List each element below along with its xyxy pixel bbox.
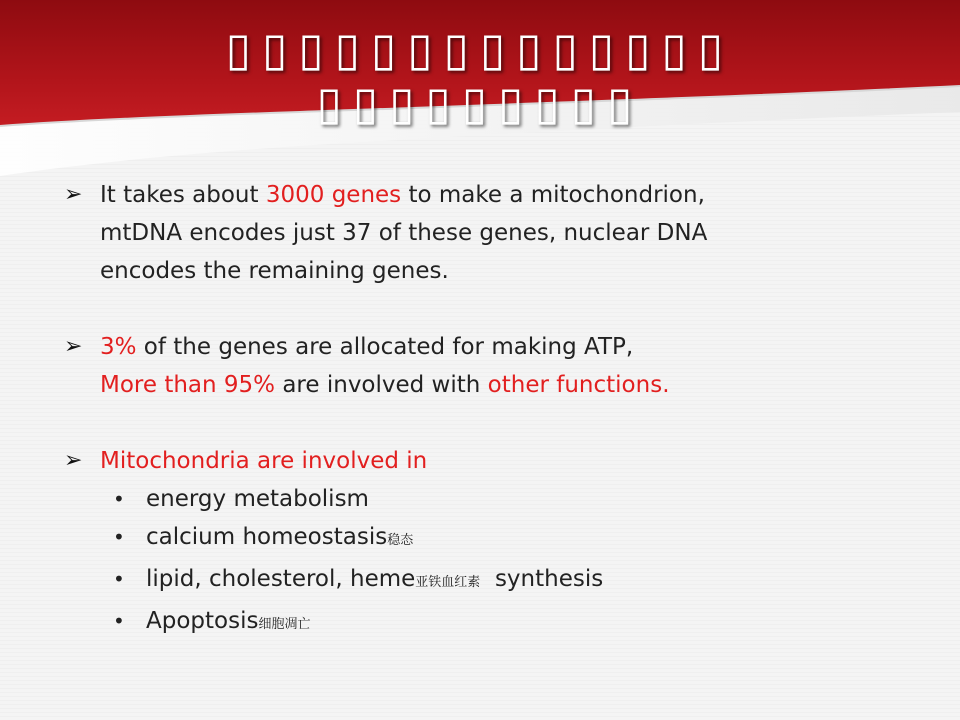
list-item	[62, 560, 922, 602]
paragraph-genes-line-3: encodes the remaining genes.	[100, 258, 449, 284]
list-item-chinese-note: 稳态	[387, 533, 414, 548]
highlight-other-functions: other functions.	[487, 372, 670, 398]
text-segment: to make a mitochondrion,	[401, 182, 705, 208]
paragraph-atp-line-2	[100, 366, 922, 404]
arrow-bullet-icon: ➢	[64, 448, 83, 473]
spacer	[62, 404, 922, 442]
list-item-text: energy metabolism	[146, 486, 369, 512]
text-segment: of the genes are allocated for making ATP,	[136, 334, 634, 360]
list-item	[62, 480, 922, 518]
paragraph-genes-line-2: mtDNA encodes just 37 of these genes, nuclear DNA	[100, 220, 708, 246]
bullet-dot-icon: •	[113, 609, 125, 633]
bullet-dot-icon: •	[113, 487, 125, 511]
list-item	[62, 602, 922, 644]
list-item-text: Apoptosis	[146, 608, 259, 634]
list-item-suffix: synthesis	[494, 566, 604, 592]
text-segment: are involved with	[275, 372, 488, 398]
list-item-chinese-note: 亚铁血红素	[415, 575, 481, 590]
paragraph-involved	[62, 442, 922, 480]
title-line-1: ▯▯▯▯▯▯▯▯▯▯▯▯▯▯	[225, 22, 735, 76]
function-list	[62, 480, 922, 644]
paragraph-involved-heading: Mitochondria are involved in	[100, 448, 428, 474]
arrow-bullet-icon: ➢	[64, 182, 83, 207]
bullet-dot-icon: •	[113, 567, 125, 591]
content-body	[62, 176, 922, 644]
paragraph-atp	[62, 328, 922, 404]
list-item-text: lipid, cholesterol, heme	[146, 566, 416, 592]
paragraph-atp-line-1	[100, 328, 922, 366]
paragraph-genes	[62, 176, 922, 290]
list-item-text: calcium homeostasis	[146, 524, 388, 550]
spacer	[62, 290, 922, 328]
bullet-dot-icon: •	[113, 525, 125, 549]
slide-title	[0, 22, 960, 130]
text-segment: It takes about	[100, 182, 266, 208]
list-item	[62, 518, 922, 560]
highlight-3-percent: 3%	[100, 334, 137, 360]
highlight-3000-genes: 3000 genes	[265, 182, 402, 208]
list-item-chinese-note: 细胞凋亡	[258, 617, 311, 632]
arrow-bullet-icon: ➢	[64, 334, 83, 359]
highlight-95-percent: More than 95%	[100, 372, 276, 398]
paragraph-genes-line-1	[100, 176, 922, 214]
title-line-2: ▯▯▯▯▯▯▯▯▯	[316, 76, 644, 130]
